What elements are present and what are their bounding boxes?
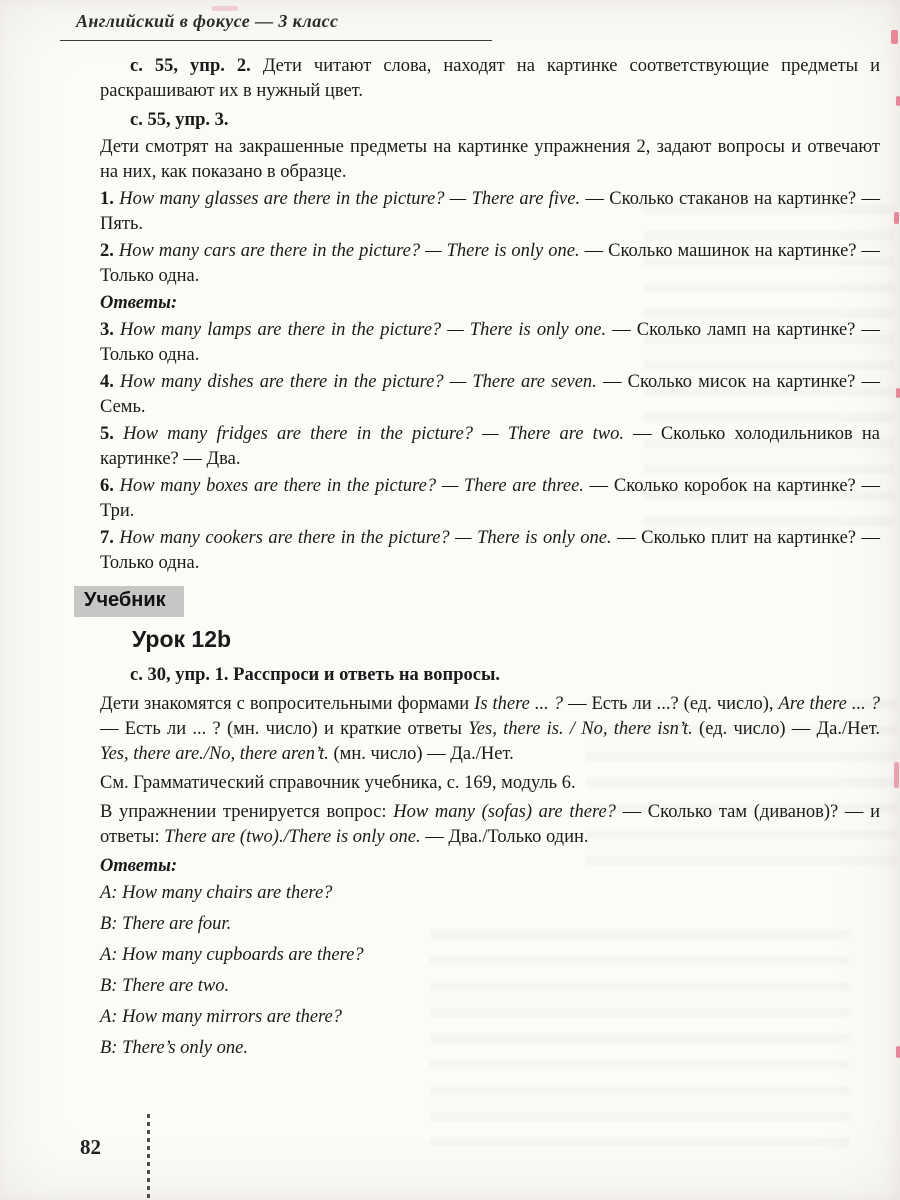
text-run: How many cars are there in the picture? — There is only one.: [118, 241, 580, 261]
text-run: How many lamps are there in the picture? — There is only one.: [119, 320, 607, 340]
numbered-item: [100, 370, 880, 420]
scan-mark: [894, 762, 899, 788]
text-run: Is there ... ?: [474, 694, 563, 714]
text-run: How many boxes are there in the picture? — There are three.: [119, 476, 584, 496]
text-run: 6.: [100, 476, 120, 496]
text-run: B: There are two.: [100, 976, 230, 996]
text-run: 4.: [100, 372, 121, 392]
text-run: Yes, there is. / No, there isn’t.: [468, 719, 693, 739]
scan-mark: [212, 6, 238, 11]
scan-mark: [896, 96, 900, 106]
text-run: A: How many cupboards are there?: [100, 945, 364, 965]
dialog-line: [100, 1036, 880, 1061]
scan-mark: [896, 1046, 900, 1058]
text-run: Дети знакомятся с вопросительными формами: [100, 694, 475, 714]
text-run: (ед. число) — Да./Нет.: [692, 719, 881, 739]
paragraph: [100, 771, 880, 796]
text-run: с. 55, упр. 2.: [130, 56, 263, 76]
text-run: См. Грамматический справочник учебника, с. 169, модуль 6.: [100, 773, 576, 793]
text-run: Are there ... ?: [778, 694, 880, 714]
scan-mark: [896, 388, 900, 398]
text-run: — Сколько ламп на картинке? — Только одна.: [100, 320, 880, 365]
page-body: [84, 50, 881, 1067]
text-run: How many (sofas) are there?: [393, 802, 616, 822]
dialog-line: [100, 881, 880, 906]
text-run: There are (two)./There is only one.: [164, 827, 421, 847]
text-run: Учебник: [84, 589, 166, 611]
scan-mark: [891, 30, 898, 44]
header-rule: [60, 40, 492, 41]
numbered-item: [100, 187, 880, 237]
text-run: Yes, there are./No, there aren’t.: [100, 744, 329, 764]
dialog-line: [100, 912, 880, 937]
text-run: с. 30, упр. 1. Расспроси и ответь на вопросы.: [130, 665, 501, 685]
numbered-item: [100, 239, 880, 289]
text-run: — Сколько коробок на картинке? — Три.: [100, 476, 881, 521]
text-run: Дети читают слова, находят на картинке соответствующие предметы и раскрашивают их в нужный цвет.: [100, 56, 880, 101]
text-run: (мн. число) — Да./Нет.: [328, 744, 514, 764]
text-run: B: There are four.: [100, 914, 232, 934]
text-run: с. 55, упр. 3.: [130, 110, 229, 130]
numbered-item: [100, 474, 880, 524]
binding-marks-line: [147, 1114, 150, 1200]
text-run: 2.: [100, 241, 119, 261]
answers-label: [100, 854, 880, 879]
dialog-line: [100, 943, 880, 968]
text-run: A: How many mirrors are there?: [100, 1007, 343, 1027]
text-run: — Сколько холодильников на картинке? — Два.: [100, 424, 881, 469]
scan-mark: [894, 212, 899, 224]
text-run: B: There’s only one.: [100, 1038, 248, 1058]
text-run: Ответы:: [100, 856, 178, 876]
text-run: — Сколько машинок на картинке? — Только одна.: [100, 241, 881, 286]
paragraph: [100, 135, 880, 185]
text-run: — Есть ли ... ? (мн. число) и краткие ответы: [100, 719, 469, 739]
text-run: A: How many chairs are there?: [100, 883, 333, 903]
paragraph: [100, 800, 880, 850]
text-run: Дети смотрят на закрашенные предметы на картинке упражнения 2, задают вопросы и отвечают на них, как показано в образце.: [100, 137, 880, 182]
numbered-item: [100, 318, 880, 368]
paragraph: [100, 692, 880, 767]
dialog-line: [100, 974, 880, 999]
text-run: How many fridges are there in the picture? — There are two.: [123, 424, 624, 444]
text-run: 3.: [100, 320, 120, 340]
text-run: В упражнении тренируется вопрос:: [100, 802, 394, 822]
lesson-heading: [132, 625, 880, 653]
text-run: Урок 12b: [132, 626, 232, 652]
exercise-heading: [100, 663, 880, 688]
answers-label: [100, 291, 880, 316]
text-run: — Два./Только один.: [420, 827, 589, 847]
text-run: — Есть ли ...? (ед. число),: [562, 694, 779, 714]
text-run: — Сколько мисок на картинке? — Семь.: [100, 372, 880, 417]
exercise-heading: [100, 108, 880, 133]
text-run: 5.: [100, 424, 124, 444]
numbered-item: [100, 422, 880, 472]
text-run: How many dishes are there in the picture? — There are seven.: [120, 372, 597, 392]
page-number: 82: [80, 1135, 101, 1159]
text-run: — Сколько плит на картинке? — Только одна.: [100, 528, 880, 573]
exercise-heading: [100, 54, 880, 104]
dialog-line: [100, 1005, 880, 1030]
text-run: How many glasses are there in the picture? — There are five.: [119, 189, 581, 209]
text-run: 1.: [100, 189, 120, 209]
text-run: How many cookers are there in the picture? — There is only one.: [119, 528, 612, 548]
text-run: — Сколько стаканов на картинке? — Пять.: [100, 189, 880, 234]
numbered-item: [100, 526, 880, 576]
section-label: [74, 586, 184, 617]
text-run: Ответы:: [100, 293, 178, 313]
text-run: 7.: [100, 528, 120, 548]
text-run: — Сколько там (диванов)? — и ответы:: [100, 802, 880, 847]
header-title: Английский в фокусе — 3 класс: [76, 11, 339, 31]
